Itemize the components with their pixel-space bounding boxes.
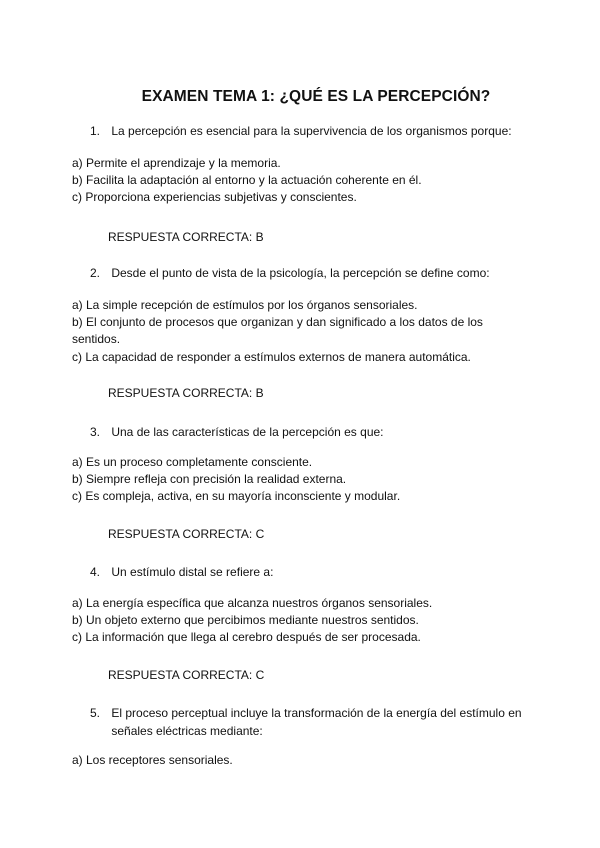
question-number: 5. <box>90 706 101 720</box>
question-text-line-1: El proceso perceptual incluye la transformación de la energía del estímulo en <box>111 706 522 720</box>
question-5-options <box>72 752 522 769</box>
question-number: 4. <box>90 565 101 579</box>
question-text: Desde el punto de vista de la psicología, la percepción se define como: <box>111 266 490 280</box>
question-3-options <box>72 454 522 506</box>
question-number: 3. <box>90 425 101 439</box>
answer-2: RESPUESTA CORRECTA: B <box>108 386 264 400</box>
question-3 <box>90 423 384 441</box>
question-text <box>111 704 521 740</box>
option-c: c) Es compleja, activa, en su mayoría inconsciente y modular. <box>72 489 401 504</box>
question-1 <box>90 122 512 140</box>
option-b: b) Un objeto externo que percibimos mediante nuestros sentidos. <box>72 613 419 628</box>
question-text-line-2: señales eléctricas mediante: <box>111 724 263 738</box>
question-text: Un estímulo distal se refiere a: <box>111 565 274 579</box>
option-c: c) La información que llega al cerebro después de ser procesada. <box>72 630 421 645</box>
page-title: EXAMEN TEMA 1: ¿QUÉ ES LA PERCEPCIÓN? <box>141 88 491 105</box>
question-text: La percepción es esencial para la supervivencia de los organismos porque: <box>111 124 512 138</box>
option-a: a) La simple recepción de estímulos por los órganos sensoriales. <box>72 298 418 312</box>
question-number: 1. <box>90 124 101 138</box>
question-4 <box>90 563 273 581</box>
question-2-options <box>72 297 522 366</box>
answer-1: RESPUESTA CORRECTA: B <box>108 230 264 244</box>
question-text: Una de las características de la percepción es que: <box>111 425 384 439</box>
option-a: a) Permite el aprendizaje y la memoria. <box>72 156 281 170</box>
option-b: b) El conjunto de procesos que organizan y dan significado a los datos de los sentidos. <box>72 315 483 347</box>
option-b: b) Facilita la adaptación al entorno y la actuación coherente en él. <box>72 173 422 188</box>
option-a: a) Los receptores sensoriales. <box>72 753 233 767</box>
answer-4: RESPUESTA CORRECTA: C <box>108 668 265 682</box>
question-1-options <box>72 155 522 207</box>
option-a: a) La energía específica que alcanza nuestros órganos sensoriales. <box>72 596 433 610</box>
option-b: b) Siempre refleja con precisión la realidad externa. <box>72 472 347 487</box>
question-4-options <box>72 595 522 647</box>
option-c: c) La capacidad de responder a estímulos externos de manera automática. <box>72 349 471 364</box>
answer-3: RESPUESTA CORRECTA: C <box>108 527 265 541</box>
option-a: a) Es un proceso completamente consciente. <box>72 455 313 469</box>
question-number: 2. <box>90 266 101 280</box>
question-2 <box>90 264 490 282</box>
question-5 <box>90 704 522 740</box>
option-c: c) Proporciona experiencias subjetivas y conscientes. <box>72 190 357 205</box>
